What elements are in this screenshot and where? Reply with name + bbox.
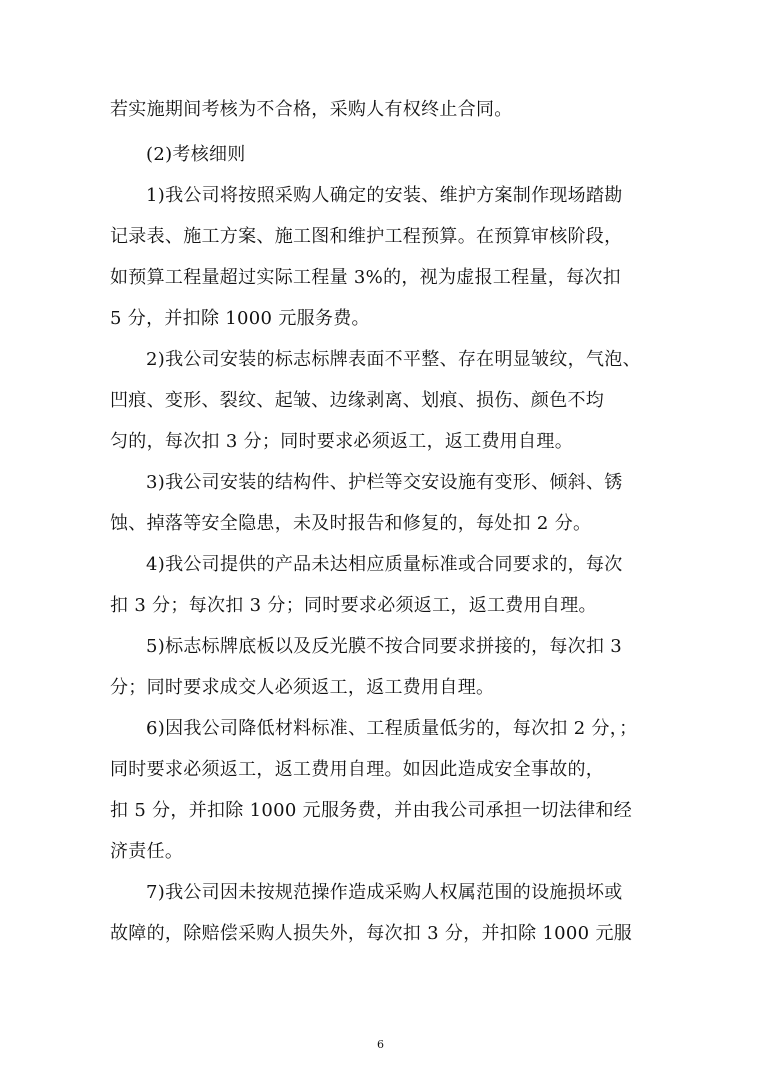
text-line: 5)标志标牌底板以及反光膜不按合同要求拼接的，每次扣 3 <box>146 636 623 657</box>
page-number: 6 <box>377 1038 384 1051</box>
text-line: 3)我公司安装的结构件、护栏等交安设施有变形、倾斜、锈 <box>146 472 623 493</box>
section-heading: (2)考核细则 <box>146 144 246 165</box>
text-line: 7)我公司因未按规范操作造成采购人权属范围的设施损坏或 <box>146 882 623 903</box>
text-line: 扣 3 分；每次扣 3 分；同时要求必须返工，返工费用自理。 <box>110 595 597 616</box>
text-line: 4)我公司提供的产品未达相应质量标准或合同要求的，每次 <box>146 554 623 575</box>
text-line: 若实施期间考核为不合格，采购人有权终止合同。 <box>110 99 513 120</box>
text-line: 如预算工程量超过实际工程量 3%的，视为虚报工程量，每次扣 <box>110 267 621 288</box>
text-line: 分；同时要求成交人必须返工，返工费用自理。 <box>110 677 495 698</box>
text-line: 同时要求必须返工，返工费用自理。如因此造成安全事故的， <box>110 759 605 780</box>
text-line: 匀的，每次扣 3 分；同时要求必须返工，返工费用自理。 <box>110 431 573 452</box>
text-line: 济责任。 <box>110 841 184 862</box>
text-line: 凹痕、变形、裂纹、起皱、边缘剥离、划痕、损伤、颜色不均 <box>110 390 605 411</box>
text-line: 2)我公司安装的标志标牌表面不平整、存在明显皱纹，气泡、 <box>146 349 641 370</box>
text-line: 记录表、施工方案、施工图和维护工程预算。在预算审核阶段， <box>110 226 623 247</box>
text-line: 6)因我公司降低材料标准、工程质量低劣的，每次扣 2 分，； <box>146 718 638 739</box>
text-line: 故障的，除赔偿采购人损失外，每次扣 3 分，并扣除 1000 元服 <box>110 923 633 944</box>
text-line: 蚀、掉落等安全隐患，未及时报告和修复的，每处扣 2 分。 <box>110 513 592 534</box>
text-line: 1)我公司将按照采购人确定的安装、维护方案制作现场踏勘 <box>146 185 623 206</box>
text-line: 扣 5 分，并扣除 1000 元服务费，并由我公司承担一切法律和经 <box>110 800 633 821</box>
text-line: 5 分，并扣除 1000 元服务费。 <box>110 308 370 329</box>
